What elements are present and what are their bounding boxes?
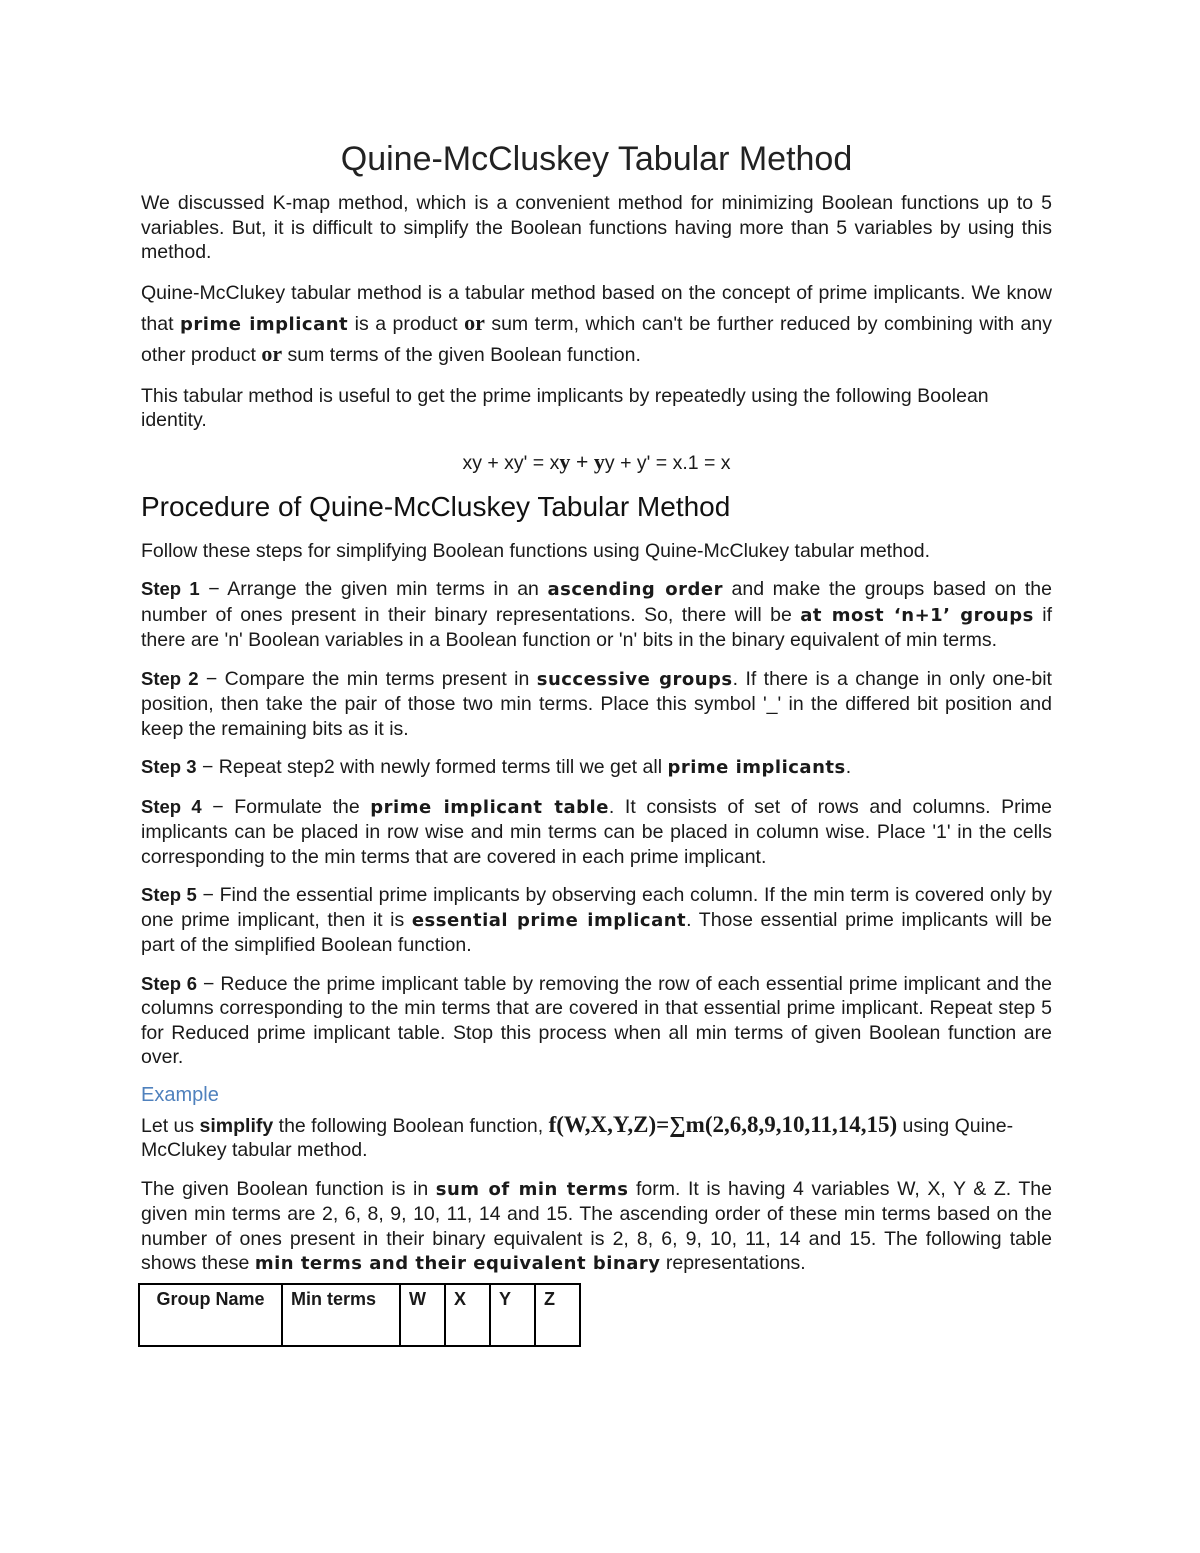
header-y: Y: [490, 1284, 535, 1346]
intro-paragraph-1: We discussed K-map method, which is a convenient method for minimizing Boolean functions up to 5 variables. But, it is difficult to simplify the Boolean functions having more than 5 variables by using this method.: [141, 192, 1052, 263]
example-paragraph-1: Let us simplify the following Boolean function, f(W,X,Y,Z)=∑m(2,6,8,9,10,11,14,15) using Quine-McClukey tabular method.: [141, 1111, 1014, 1161]
page-title: Quine-McCluskey Tabular Method: [340, 140, 853, 178]
example-paragraph-2: The given Boolean function is in sum of min terms form. It is having 4 variables W, X, Y & Z. The given min terms are 2, 6, 8, 9, 10, 11, 14 and 15. The ascending order of these min terms based on the number of ones present in their binary equivalent is 2, 8, 6, 9, 10, 11, 14 and 15. The following table shows these min terms and their equivalent binary representations.: [141, 1177, 1052, 1274]
header-w: W: [400, 1284, 445, 1346]
document-page: [141, 140, 1052, 1347]
step-5: Step 5 − Find the essential prime implicants by observing each column. If the min term is covered only by one prime implicant, then it is essential prime implicant. Those essential prime implicants will be part of the simplified Boolean function.: [141, 884, 1052, 956]
example-heading: Example: [141, 1083, 219, 1106]
step-2: Step 2 − Compare the min terms present in successive groups. If there is a change in only one-bit position, then take the pair of those two min terms. Place this symbol '_' in the differed bit position and keep the remaining bits as it is.: [141, 667, 1052, 740]
procedure-lead: Follow these steps for simplifying Boolean functions using Quine-McClukey tabular method.: [141, 539, 931, 562]
table-header-row: [139, 1284, 580, 1346]
step-6: Step 6 − Reduce the prime implicant table by removing the row of each essential prime implicant and the columns corresponding to the min terms that are covered in that essential prime implicant. Repeat step 5 for Reduced prime implicant table. Stop this process when all min terms of given Boolean function are over.: [141, 972, 1052, 1068]
header-min-terms: Min terms: [282, 1284, 400, 1346]
procedure-heading: Procedure of Quine-McCluskey Tabular Method: [141, 490, 731, 522]
step-3: Step 3 − Repeat step2 with newly formed terms till we get all prime implicants.: [141, 756, 852, 778]
intro-paragraph-2: Quine-McClukey tabular method is a tabular method based on the concept of prime implicants. We know that prime implicant is a product or sum term, which can't be further reduced by combining with any other product or sum terms of the given Boolean function.: [141, 281, 1052, 366]
boolean-function: f(W,X,Y,Z)=∑m(2,6,8,9,10,11,14,15): [548, 1111, 898, 1137]
step-4: Step 4 − Formulate the prime implicant table. It consists of set of rows and columns. Prime implicants can be placed in row wise and min terms can be placed in column wise. Place '1' in the cells corresponding to the min terms that are covered in each prime implicant.: [141, 795, 1052, 868]
step-1: Step 1 − Arrange the given min terms in an ascending order and make the groups based on the number of ones present in their binary representations. So, there will be at most ‘n+1’ groups if there are 'n' Boolean variables in a Boolean function or 'n' bits in the binary equivalent of min terms.: [141, 578, 1052, 651]
boolean-identity: xy + xy' = xy + yy + y' = x.1 = x: [462, 448, 731, 474]
header-group-name: Group Name: [139, 1284, 282, 1346]
header-x: X: [445, 1284, 490, 1346]
minterms-table: [138, 1283, 581, 1347]
intro-paragraph-3: This tabular method is useful to get the prime implicants by repeatedly using the following Boolean identity.: [141, 384, 989, 431]
header-z: Z: [535, 1284, 580, 1346]
